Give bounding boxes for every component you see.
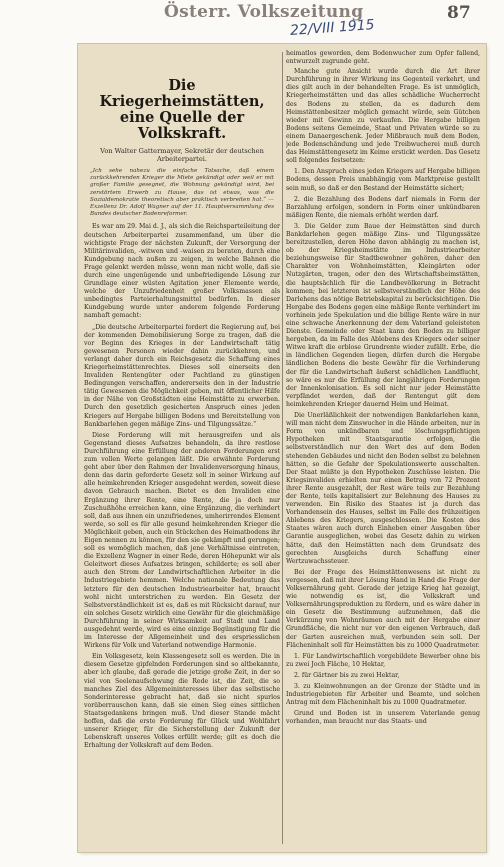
article-headline: Die Kriegerheimstätten, eine Quelle der Volkskraft. (99, 77, 265, 142)
article-right-column (286, 50, 480, 846)
right-paragraph: Grund und Boden ist in unserem Vaterlande genug vorhanden, man braucht nur das Staats- und (286, 710, 480, 726)
right-paragraph: Bei der Frage des Heimstättenwesens ist nicht zu vergessen, daß mit ihrer Lösung Hand in Hand die Frage der Volksernährung geht. Gerade der jetzige Krieg hat gezeigt, wie notwendig es ist, die Volkskraft und Volksernährungsproduktion zu fördern, und es wäre daher in ein Gesetz die Bestimmung aufzunehmen, daß die Verkürzung von Wohnräumen auch mit der Hergabe einer Grundfläche, die nicht nur vor den eigenen Verbrauch, daß der Garten ausreichen muß, verbunden sein soll. Der Flächeninhalt soll für Heimstätten bis zu 1000 Quadratmeter. (286, 568, 480, 649)
newspaper-clipping (78, 44, 486, 852)
handwritten-date: 22/VIII 1915 (289, 17, 376, 39)
page-header (0, 0, 504, 44)
right-paragraph: Die Unerläßlichkeit der notwendigen Bankdarlehen kann, will man nicht dem Zinswucher in die Hände arbeiten, nur in Form von unkündbaren und löschungspflichtigen Hypotheken mit Staatsgarantie erfolgen, die selbstverständlich nur den Wert des auf dem Boden stehenden Gebäudes und nicht den Boden selbst zu belehnen hätten, so die Gefahr der Spekulationswerte ausschalten. Der Staat müßte ja den Hypotheken Zuschüsse leisten. Die Kriegsinvaliden erhielten nur einen Betrag von 72 Prozent ihrer Rente ausgezahlt, der Rest wäre teils zur Bezahlung der Rente, teils kapitalisiert zur Belehnung des Hauses zu verwenden. Ein Risiko des Staates ist ja durch das Vorhandensein des Hauses, selbst im Falle des frühzeitigen Ablebens des Kriegers, ausgeschlossen. Die Kosten des Staates wären auch durch Einheben einer Ausgaben über Garantie ausgeglichen, wobei das Gesetz dahin zu wirken hätte, daß den Heimstätten nach dem Grundsatz des gerechten Ausgleichs durch Schaffung einer Wertzuwachssteuer. (286, 412, 480, 565)
left-paragraph: Es war am 29. Mai d. J., als sich die Reichsparteileitung der deutschen Arbeiterpartei zusammenfand, um über die wichtigste Frage der nächsten Zukunft, der Versorgung der Militärinvaliden, -witwen und -waisen zu beraten, durch eine Kundgebung nach außen zu zeigen, in welche Bahnen die Frage gelenkt werden müsse, wenn man nicht wolle, daß sie durch eine ungenügende und unbefriedigende Lösung zur Grundlage einer wüsten Agitation jener Elemente werde, welche der Unzufriedenheit großer Volksmassen als unbedingtes Parteierhaltungsmittel bedürfen. In dieser Kundgebung wurde unter anderem folgende Forderung namhaft gemacht: (84, 223, 280, 320)
right-top-fragment: heimatlos geworden, dem Bodenwucher zum Opfer fallend, entwurzelt zugrunde geht. (286, 50, 480, 66)
article-epigraph: „Ich sehe nahezu die einfache Tatsache, daß einem zurückkehrenden Krieger die Miete gekündigt oder weil er mit großer Familie gesegnet, die Wohnung gekündigt wird, bei zerstörtem Erwerb zu Hause, das ist etwas, was die Sozialdemokratie theoretisch aber praktisch verbreiten hat.“ — Exzellenz Dr. Adolf Wagner auf der 11. Hauptversammlung des Bundes deutscher Bodenreformer. (90, 168, 274, 218)
right-paragraph: 3. Die Gelder zum Baue der Heimstätten sind durch Bankdarlehen gegen mäßige Zins- und Tilgungssätze bereitzustellen, deren Höhe davon abhängig zu machen ist, ob der Kriegsheimstätte im Industriearbeiter beziehungsweise für Stadtbewohner gehören, daher den Charakter von Wohnheimstätten, Kleingärten oder Nutzgärten, tragen, oder den des Wirtschaftsheimstätten, die hauptsächlich für die Landbevölkerung in Betracht kommen; bei letzteren ist selbstverständlich der Höhe des Darlehens das nötige Betriebskapital zu berücksichtigen. Die Hergabe des Bodens gegen eine mäßige Rente verhindert im vorhinein jede Spekulation und die billige Rente wäre in nur eine schwache Anerkennung der dem Vaterland geleisteten Dienste. Gemeinde oder Staat kann den Boden zu billiger hergeben, da im Falle des Ablebens des Kriegers oder seiner Witwe kraft die erblose Grundrente wieder zufällt. Erbe, die in ländlichen Gegenden liegen, dürfen durch die Hergabe ländlichen Bodens die beste Gewähr für die Verhinderung der für die Landwirtschaft äußerst schädlichen Landflucht, so wäre es nur die Erfüllung der langjährigen Forderungen der Innenkolonisation. Es soll nicht nur jeder Heimstätte verpfändet werden, daß der Rentengut gilt dem heimkehrenden Krieger dauernd Heim und Heimat. (286, 222, 480, 408)
column-divider (282, 52, 283, 844)
article-left-column (84, 50, 280, 846)
newspaper-title: Österr. Volkszeitung (164, 2, 364, 22)
right-list-item: 2. die Bezahlung des Bodens darf niemals in Form der Barzahlung erfolgen, sondern in Form einer unkündbaren mäßigen Rente, die niemals erhöht werden darf. (286, 195, 480, 219)
right-paragraph: Manche gute Ansicht wurde durch die Art ihrer Durchführung in ihrer Wirkung ins Gegenteil verkehrt, und dies gilt auch in der behandelten Frage. Es ist unmöglich, Kriegerheimstätten und das alles schädliche Wucherrecht des Bodens zu stellen, da es dadurch dem Heimstättenbesitzer möglich gemacht würde, sein Gütchen wieder mit Gewinn zu verkaufen. Die Hergabe billigen Bodens seitens Gemeinde, Staat und Privaten würde so zu einem Danaergeschenk. Jeder Mißbrauch muß dem Boden, jede Bodenschändung und jede Treibwucherei muß durch das Heimstättengesetz im Keime erstickt werden. Das Gesetz soll folgendes festsetzen: (286, 68, 480, 165)
right-list-item: 1. Den Anspruch eines jeden Kriegers auf Hergabe billigen Bodens, dessen Preis unabhängig vom Marktpreise gestellt sein muß, so daß er den Bestand der Heimstätte sichert; (286, 168, 480, 192)
right-list-item: 1. Für Landwirtschaftlich vorgebildete Bewerber ohne bis zu zwei Joch Fläche, 10 Hektar, (286, 652, 480, 668)
left-paragraph: Ein Volksgesetz, kein Klassengesetz soll es werden. Die in diesem Gesetze gipfelnden Forderungen sind so altbekannte, aber ich glaube, daß gerade die jetzige große Zeit, in der so viel von Seelenaufschwung die Rede ist, die Zeit, die so manches Ziel des Allgemeininteresses über das selbstische Sonderinteresse gebracht hat, daß sie nicht spurlos vorüberrauschen kann, daß sie einen Sieg eines sittlichen Staatsgedankens bringen muß. Und dieser Stande mächt hoffen, daß die erste Forderung für Glück und Wohlfahrt unserer Krieger, für die Sicherstellung der Zukunft der Lebenskraft unseres Volkes erfüllt werde; gilt es doch die Erhaltung der Volkskraft auf dem Boden. (84, 653, 280, 750)
left-paragraph: „Die deutsche Arbeiterpartei fordert die Regierung auf, bei der kommenden Demobilisierung Sorge zu tragen, daß die vor Beginn des Krieges in der Landwirtschaft tätig gewesenen Personen wieder dahin zurückkehren, und verlangt daher durch ein Reichsgesetz die Schaffung eines Kriegerheimstättenrechtes. Dieses soll einerseits den Invaliden Rentengüter oder Pachtland zu günstigen Bedingungen verschaffen, andererseits den in der Industrie tätig Gewesenen die Möglichkeit geben, mit öffentlicher Hilfe in der Nähe von Großstädten eine Heimstätte zu erwerben. Durch den gesetzlich gesicherten Anspruch eines jeden Kriegers auf Hergabe billigen Bodens und Bereitstellung von Bankbarlehen gegen mäßige Zins- und Tilgungssätze.“ (84, 323, 280, 428)
article-byline: Von Walter Gattermayer, Sekretär der deutschen Arbeiterpartei. (100, 147, 264, 163)
page-number: 87 (447, 3, 471, 23)
left-paragraph: Diese Forderung will mit herausgreifen und als Gegenstand dieses Aufsatzes behandeln, da ihre restlose Durchführung eine Erfüllung der anderen Forderungen erst zum vollen Werte gelangen läßt. Die erwähnte Forderung geht aber über den Rahmen der Invalidenversorgung hinaus, denn das darin geforderte Gesetz soll in seiner Wirkung auf alle heimkehrenden Krieger ausgedehnt werden, soweit diese davon Gebrauch machen. Bietet es den Invaliden eine Ergänzung ihrer Rente, eine Rente, die ja doch nur Zuschußhöhe erreichen kann, eine Ergänzung, die verhindert soll, daß aus ihnen ein unzufriedenes, umherirrendes Element werde, so soll es für alle gesund heimkehrenden Krieger die Möglichkeit geben, auch ein Stückchen des Heimatbodens ihr Eigen nennen zu können, für den sie gekämpft und gerungen; soll es womöglich machen, daß jene Verhältnisse eintreten, die Exzellenz Wagner in einer Rede, deren Höhepunkt wir als Geleitwort dieses Aufsatzes bringen, schilderte; es soll aber auch den Strom der Landwirtschaftlichen Arbeiter in die Industriegebiete hemmen. Welche nationale Bedeutung das letztere für den deutschen Industriearbeiter hat, braucht wohl nicht unterstrichen zu werden. Ein Gesetz der Selbstverständlichkeit ist es, daß es mit Rücksicht darauf, nur ein solches Gesetz wirklich eine Gewähr für die gleichmäßige Durchführung in seiner Wirksamkeit auf Stadt und Land ausgedehnt werde, wird es eine einzige Begünstigung für die im Interesse der Allgemeinheit und des erspriesslichen Wirkens für Volk und Vaterland notwendige Harmonie. (84, 431, 280, 650)
right-list-item: 2. für Gärtner bis zu zwei Hektar, (294, 671, 400, 679)
right-list-item: 3. zu Kleinwohnungen an der Grenze der Städte und in Industriegebieten für Arbeiter und Beamte, und solchen Antrag mit dem Flächeninhalt bis zu 1000 Quadratmeter. (286, 683, 480, 707)
